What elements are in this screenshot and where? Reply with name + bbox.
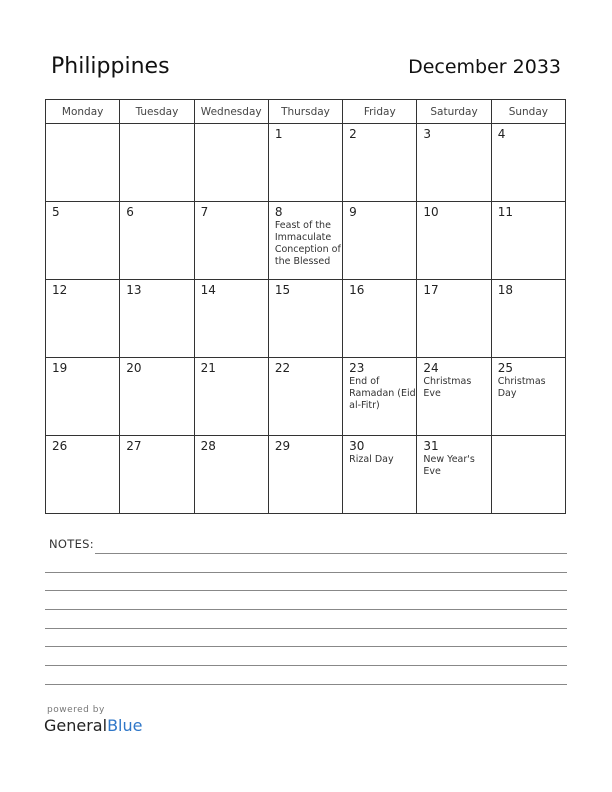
day-number: 27 (126, 439, 142, 453)
day-number: 2 (349, 127, 357, 141)
holiday-label: Christmas Day (497, 376, 546, 399)
day-number: 31 (423, 439, 439, 453)
day-cell (491, 124, 565, 202)
day-cell (268, 124, 342, 202)
note-line (95, 553, 567, 554)
day-cell (417, 124, 491, 202)
calendar-grid (45, 99, 566, 514)
generalblue-logo (44, 716, 142, 735)
day-number: 14 (200, 283, 216, 297)
day-cell (343, 436, 417, 514)
weekday-header: Monday (46, 100, 120, 124)
note-line (45, 665, 567, 666)
day-cell (491, 358, 565, 436)
weekday-header-row (46, 100, 566, 124)
note-line (45, 572, 567, 573)
day-number: 24 (423, 361, 439, 375)
day-number: 22 (274, 361, 291, 375)
day-cell (491, 202, 565, 280)
day-cell (194, 202, 268, 280)
day-cell (194, 358, 268, 436)
day-number: 7 (200, 205, 209, 219)
weekday-header: Tuesday (120, 100, 194, 124)
day-cell (343, 124, 417, 202)
day-number: 5 (52, 205, 60, 219)
day-number: 19 (52, 361, 68, 375)
day-cell (120, 436, 194, 514)
day-cell (120, 124, 194, 202)
month-year-title: December 2033 (408, 56, 561, 78)
week-row (46, 202, 566, 280)
holiday-label: Feast of the Immaculate Conception of the Blessed (274, 220, 341, 267)
day-cell (194, 436, 268, 514)
note-line (45, 684, 567, 685)
day-number: 28 (200, 439, 216, 453)
holiday-label: Rizal Day (349, 454, 394, 465)
week-row (46, 280, 566, 358)
day-number: 20 (126, 361, 142, 375)
day-number: 13 (126, 283, 142, 297)
day-cell (46, 280, 120, 358)
day-cell (120, 202, 194, 280)
week-row (46, 436, 566, 514)
day-number: 6 (126, 205, 134, 219)
day-cell (268, 280, 342, 358)
day-number: 18 (497, 283, 513, 297)
notes-label: NOTES: (49, 537, 94, 551)
note-line (45, 609, 567, 610)
holiday-label: New Year's Eve (423, 454, 475, 477)
day-cell (46, 124, 120, 202)
day-cell (120, 358, 194, 436)
day-number: 10 (423, 205, 439, 219)
day-number: 21 (200, 361, 216, 375)
country-title: Philippines (51, 54, 170, 79)
day-cell (417, 202, 491, 280)
day-number: 3 (423, 127, 432, 141)
day-cell (120, 280, 194, 358)
day-number: 11 (497, 205, 513, 219)
day-cell (268, 202, 342, 280)
day-cell (417, 280, 491, 358)
day-number: 1 (274, 127, 283, 141)
day-cell (46, 202, 120, 280)
day-number: 12 (52, 283, 68, 297)
day-cell (343, 358, 417, 436)
day-number: 15 (274, 283, 291, 297)
day-cell (417, 358, 491, 436)
holiday-label: End of Ramadan (Eid al-Fitr) (349, 376, 416, 411)
day-cell (491, 280, 565, 358)
week-row (46, 358, 566, 436)
day-cell (268, 358, 342, 436)
day-number: 8 (274, 205, 283, 219)
powered-by-text: powered by (47, 705, 105, 715)
weekday-header: Friday (343, 100, 417, 124)
day-cell (491, 436, 565, 514)
day-number: 25 (497, 361, 513, 375)
day-cell (268, 436, 342, 514)
day-number: 16 (349, 283, 365, 297)
day-number: 29 (274, 439, 291, 453)
day-number: 30 (349, 439, 365, 453)
day-cell (343, 280, 417, 358)
day-cell (417, 436, 491, 514)
day-cell (194, 124, 268, 202)
note-line (45, 590, 567, 591)
weekday-header: Wednesday (194, 100, 268, 124)
holiday-label: Christmas Eve (423, 376, 472, 399)
note-line (45, 628, 567, 629)
brand-general: General (44, 716, 108, 735)
day-cell (194, 280, 268, 358)
day-number: 17 (423, 283, 439, 297)
day-number: 23 (349, 361, 365, 375)
day-number: 9 (349, 205, 357, 219)
day-number: 26 (52, 439, 68, 453)
weekday-header: Thursday (268, 100, 342, 124)
day-number: 4 (497, 127, 506, 141)
day-cell (46, 358, 120, 436)
week-row (46, 124, 566, 202)
day-cell (343, 202, 417, 280)
weekday-header: Sunday (491, 100, 565, 124)
brand-blue: Blue (107, 716, 143, 735)
note-line (45, 646, 567, 647)
day-cell (46, 436, 120, 514)
weekday-header: Saturday (417, 100, 491, 124)
